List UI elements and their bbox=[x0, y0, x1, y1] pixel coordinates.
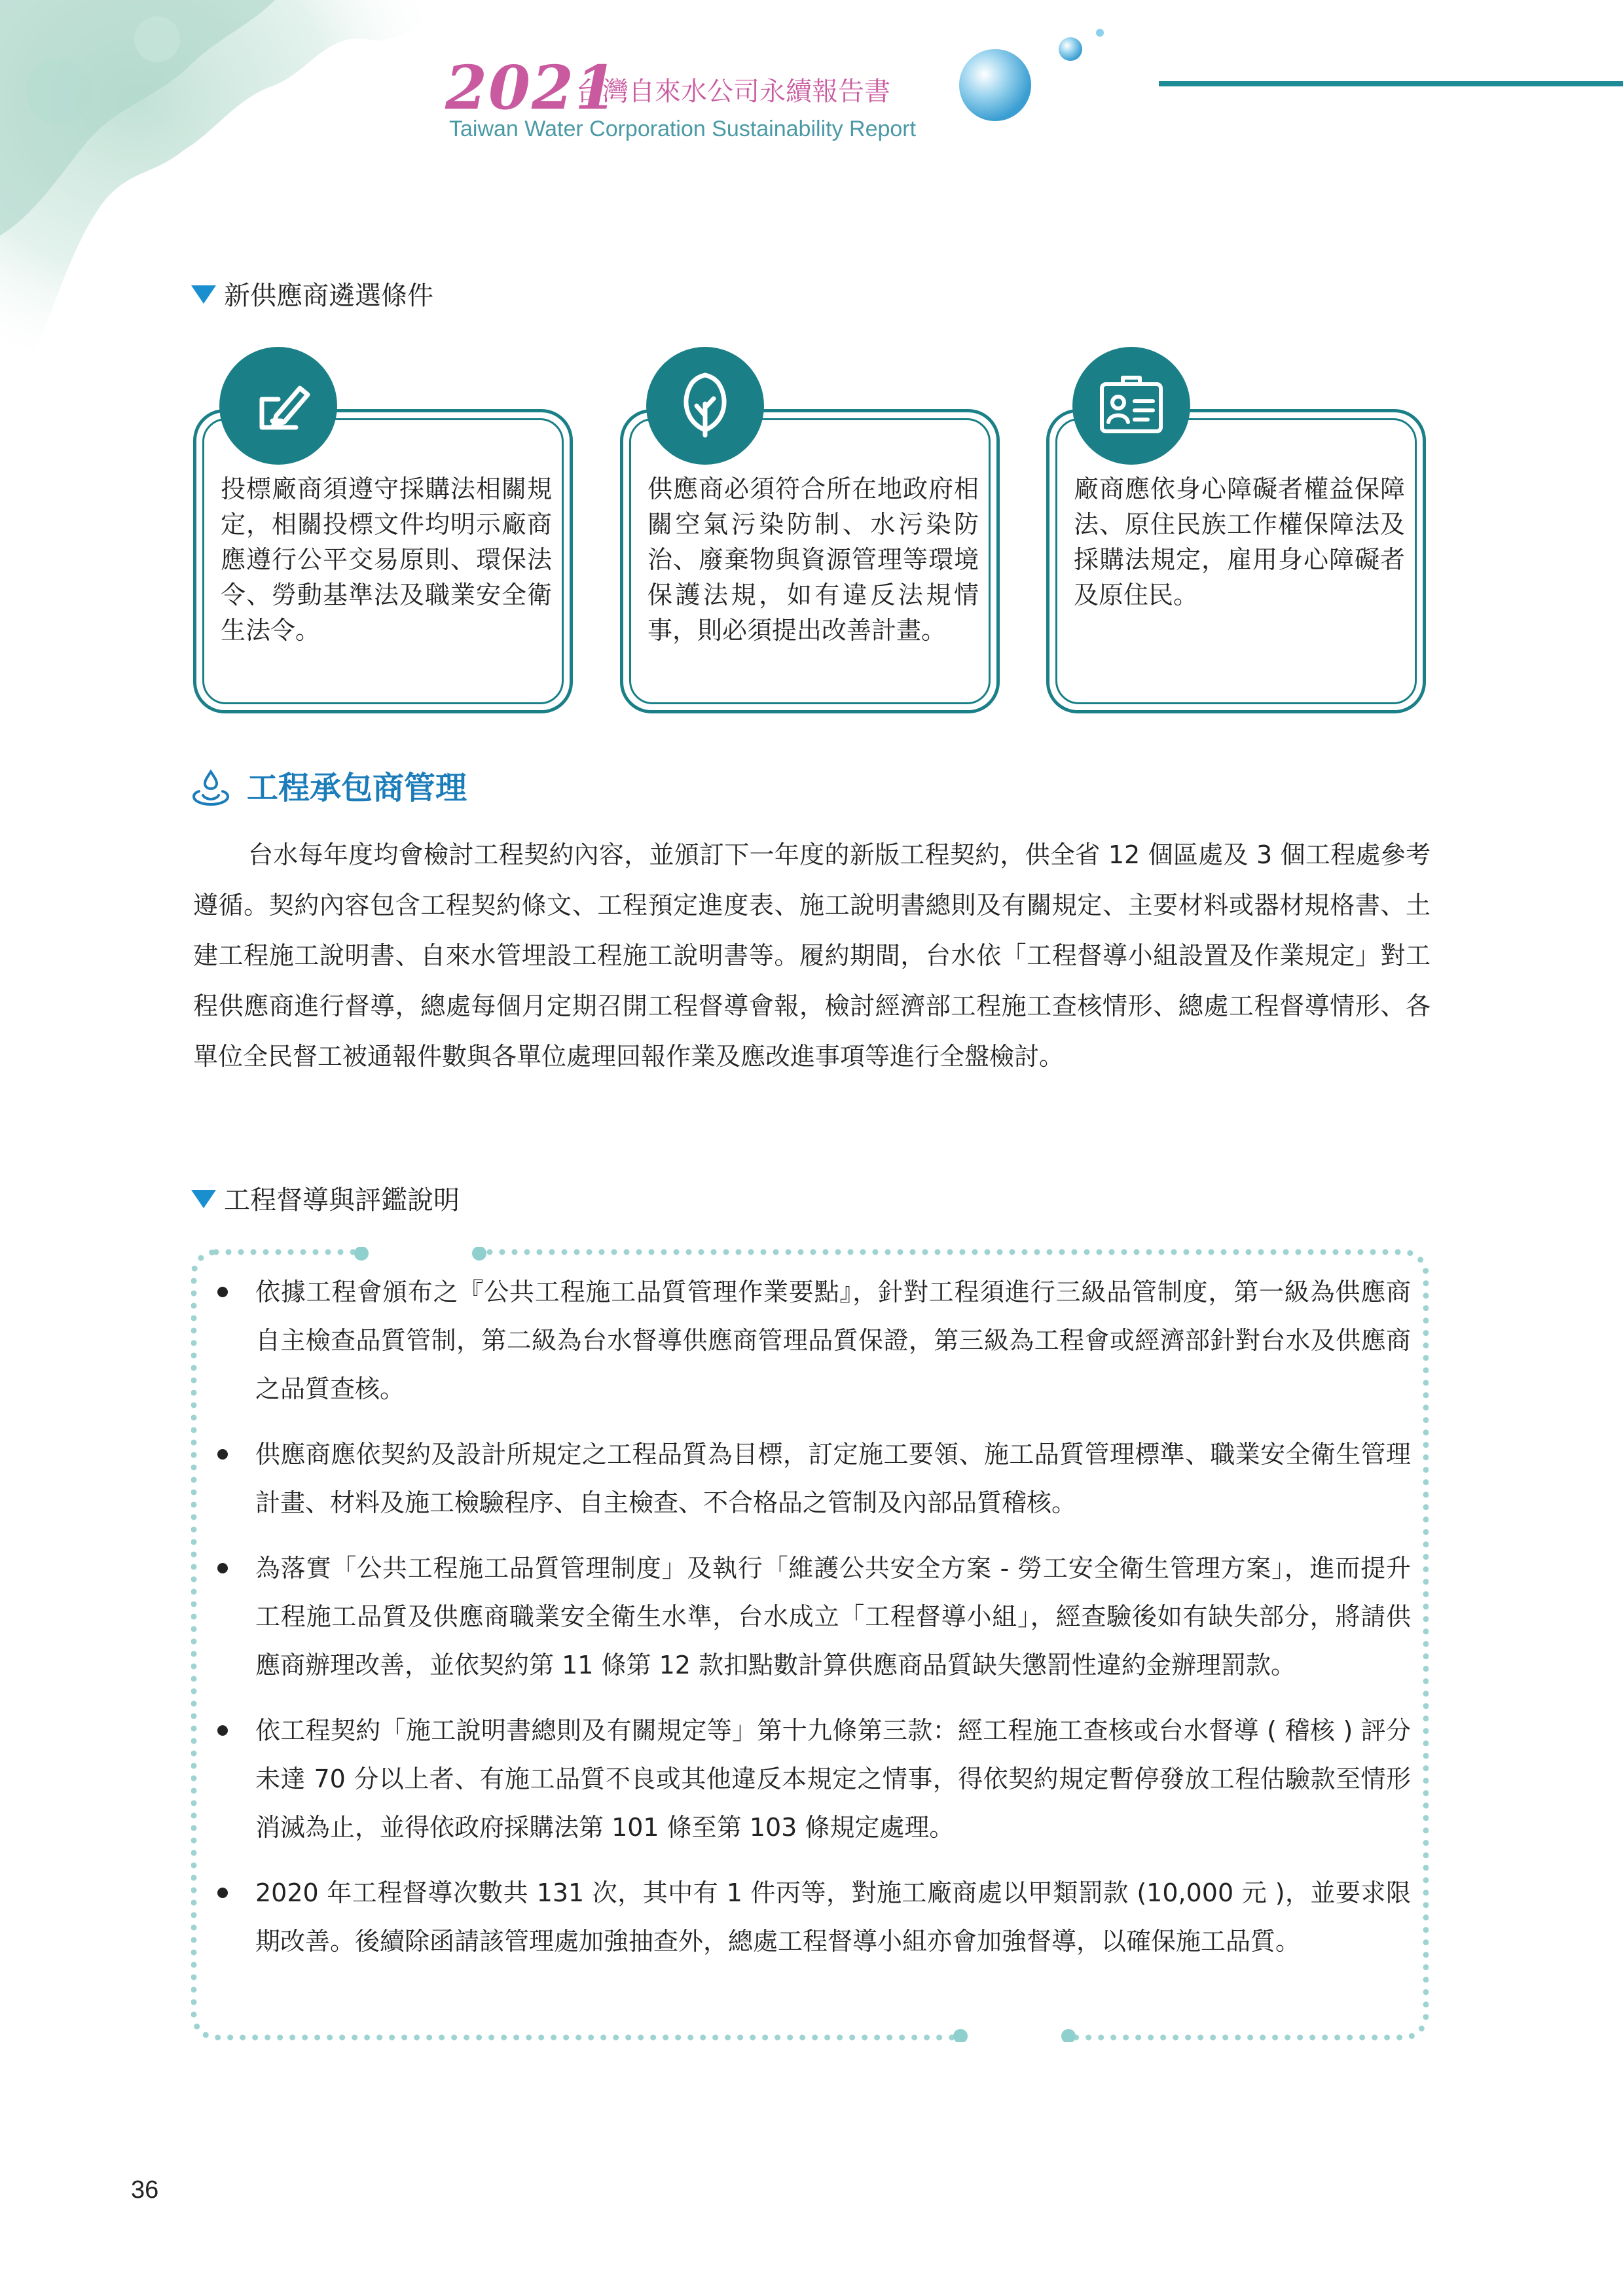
water-drops-decoration bbox=[936, 26, 1120, 124]
pen-document-icon bbox=[219, 347, 337, 465]
criteria-card-text: 廠商應依身心障礙者權益保障法、原住民族工作權保障法及採購法規定，雇用身心障礙者及原住民。 bbox=[1074, 475, 1405, 609]
watercolor-decoration bbox=[0, 0, 471, 419]
triangle-icon bbox=[191, 1190, 216, 1208]
contractor-paragraph: 台水每年度均會檢討工程契約內容，並頒訂下一年度的新版工程契約，供全省 12 個區處及 3 個工程處參考遵循。契約內容包含工程契約條文、工程預定進度表、施工說明書總則及有關規定、主要材料或器材規格書、土建工程施工說明書、自來水管埋設工程施工說明書等。履約期間，台水依「工程督導小組設置及作業規定」對工程供應商進行督導，總處每個月定期召開工程督導會報，檢討經濟部工程施工查核情形、總處工程督導情形、各單位全民督工被通報件數與各單位處理回報作業及應改進事項等進行全盤檢討。 bbox=[193, 840, 1431, 1071]
report-year: 2021 bbox=[445, 52, 619, 123]
water-drop-ripple-icon bbox=[191, 768, 230, 807]
supervision-bullet-list bbox=[210, 1268, 1411, 1982]
bullet-icon bbox=[217, 1888, 228, 1898]
criteria-card-text: 投標廠商須遵守採購法相關規定，相關投標文件均明示廠商應遵行公平交易原則、環保法令、勞動基準法及職業安全衛生法令。 bbox=[221, 475, 552, 645]
list-item bbox=[210, 1706, 1411, 1852]
criteria-card-procurement bbox=[193, 409, 573, 713]
report-title-en: Taiwan Water Corporation Sustainability Report bbox=[449, 117, 917, 141]
criteria-card-environment bbox=[620, 409, 1000, 713]
supplier-criteria-label bbox=[191, 275, 433, 312]
list-item bbox=[210, 1869, 1411, 1965]
bullet-icon bbox=[217, 1725, 228, 1736]
leaf-icon bbox=[646, 347, 764, 465]
page-number: 36 bbox=[131, 2176, 159, 2204]
criteria-card-text: 供應商必須符合所在地政府相關空氣污染防制、水污染防治、廢棄物與資源管理等環境保護法規，如有違反法規情事，則必須提出改善計畫。 bbox=[647, 475, 979, 645]
triangle-icon bbox=[191, 285, 216, 304]
report-title-cn: 台灣自來水公司永續報告書 bbox=[576, 77, 890, 107]
supplier-criteria-label-text: 新供應商遴選條件 bbox=[224, 281, 433, 311]
bullet-icon bbox=[217, 1287, 228, 1297]
criteria-card-employment bbox=[1046, 409, 1426, 713]
list-item bbox=[210, 1430, 1411, 1527]
bullet-icon bbox=[217, 1563, 228, 1573]
list-item bbox=[210, 1544, 1411, 1689]
supervision-label bbox=[191, 1179, 460, 1217]
header-rule bbox=[1159, 81, 1623, 86]
contractor-management-heading-text: 工程承包商管理 bbox=[247, 770, 467, 806]
list-item-text: 依工程契約「施工說明書總則及有關規定等」第十九條第三款：經工程施工查核或台水督導 ( 稽核 ) 評分未達 70 分以上者、有施工品質不良或其他違反本規定之情事，得依契約規定暫停發放工程估驗款至情形消滅為止，並得依政府採購法第 101 條至第 103 條規定處理。 bbox=[255, 1716, 1411, 1842]
list-item-text: 為落實「公共工程施工品質管理制度」及執行「維護公共安全方案 - 勞工安全衛生管理方案」，進而提升工程施工品質及供應商職業安全衛生水準，台水成立「工程督導小組」，經查驗後如有缺失部分，將請供應商辦理改善，並依契約第 11 條第 12 款扣點數計算供應商品質缺失懲罰性違約金辦理罰款。 bbox=[255, 1554, 1411, 1679]
bullet-icon bbox=[217, 1449, 228, 1460]
list-item-text: 2020 年工程督導次數共 131 次，其中有 1 件丙等，對施工廠商處以甲類罰款 (10,000 元 )，並要求限期改善。後續除函請該管理處加強抽查外，總處工程督導小組亦會加強督導，以確保施工品質。 bbox=[255, 1878, 1411, 1956]
list-item-text: 供應商應依契約及設計所規定之工程品質為目標，訂定施工要領、施工品質管理標準、職業安全衛生管理計畫、材料及施工檢驗程序、自主檢查、不合格品之管制及內部品質稽核。 bbox=[255, 1440, 1411, 1517]
id-card-icon bbox=[1072, 347, 1190, 465]
supervision-label-text: 工程督導與評鑑說明 bbox=[224, 1185, 460, 1215]
list-item bbox=[210, 1268, 1411, 1413]
list-item-text: 依據工程會頒布之『公共工程施工品質管理作業要點』，針對工程須進行三級品管制度，第一級為供應商自主檢查品質管制，第二級為台水督導供應商管理品質保證，第三級為工程會或經濟部針對台水及供應商之品質查核。 bbox=[255, 1278, 1411, 1403]
